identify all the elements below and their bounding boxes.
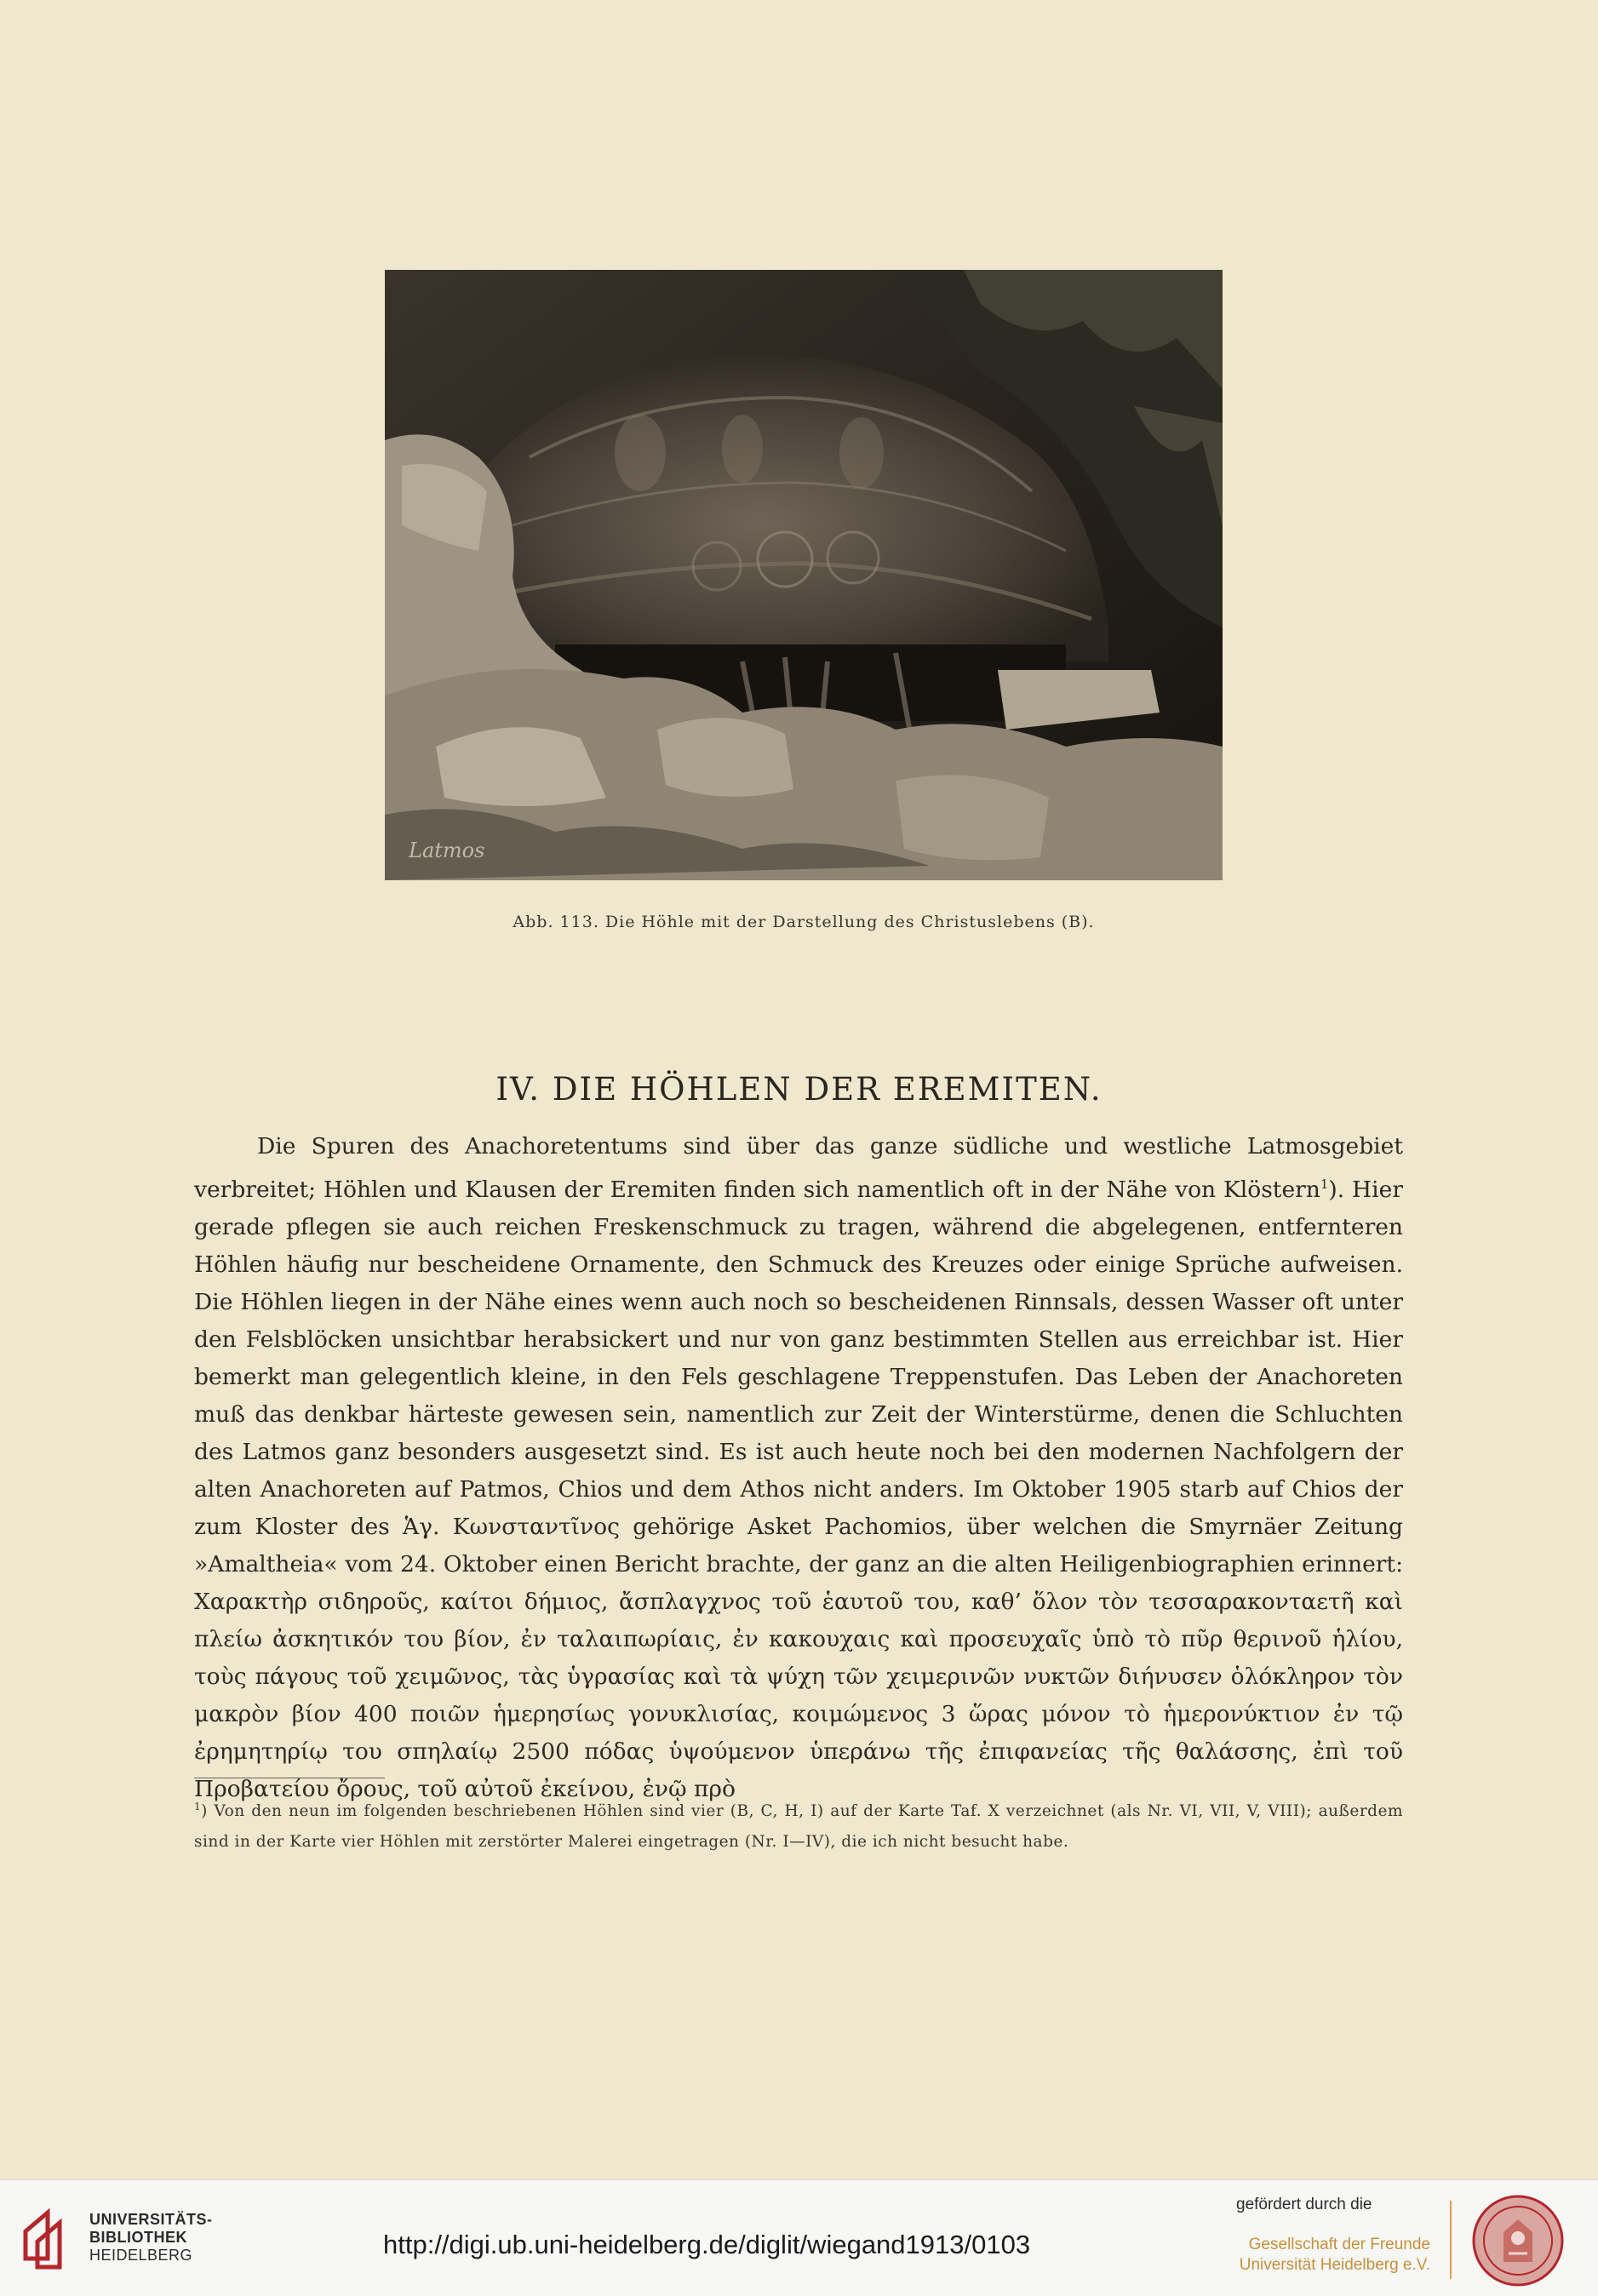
footnote-text: ) Von den neun im folgenden beschriebenen Höhlen sind vier (B, C, H, I) auf der Karte Taf. X verzeichnet (als Nr. VI, VII, V, VIII); außerdem sind in der Karte vier Höhlen mit zerstörter Malerei eingetragen (Nr. I—IV), die ich nicht besucht habe. bbox=[194, 1802, 1403, 1852]
body-text-after-note: ). Hier gerade pflegen sie auch reichen Freskenschmuck zu tragen, während die abgelegenen, entfernteren Höhlen häufig nur bescheidene Ornamente, den Schmuck des Kreuzes oder einige Sprüche aufweisen. Die Höhlen liegen in der Nähe eines wenn auch noch so bescheidenen Rinnsals, dessen Wasser oft unter den Felsblöcken unsichtbar herabsickert und nur von ganz bestimmten Stellen aus erreichbar ist. Hier bemerkt man gelegentlich kleine, in den Fels geschlagene Treppenstufen. Das Leben der Anachoreten muß das denkbar härteste gewesen sein, namentlich zur Zeit der Winterstürme, denen die Schluchten des Latmos ganz besonders ausgesetzt sind. Es ist auch heute noch bei den modernen Nachfolgern der alten Anachoreten auf Patmos, Chios und dem Athos nicht anders. Im Oktober 1905 starb auf Chios der zum Kloster des Ἁγ. Κωνσταντῖνος gehörige Asket Pachomios, über welchen die Smyrnäer Zeitung »Amaltheia« vom 24. Oktober einen Bericht brachte, der ganz an die alten Heiligenbiographien erinnert: Χαρακτὴρ σιδηροῦς, καίτοι δήμιος, ἄσπλαγχνος τοῦ ἑαυτοῦ του, καθ’ ὅλον τὸν τεσσαρακονταετῆ καὶ πλείω ἀσκητικόν του βίον, ἐν ταλαιπωρίαις, ἐν κακουχαις καὶ προσευχαῖς ὑπὸ τὸ πῦρ θερινοῦ ἡλίου, τοὺς πάγους τοῦ χειμῶνος, τὰς ὑγρασίας καὶ τὰ ψύχη τῶν χειμερινῶν νυκτῶν διήνυσεν ὁλόκληρον τὸν μακρὸν βίον 400 ποιῶν ἡμερησίως γονυκλισίας, κοιμώμενος 3 ὥρας μόνον τὸ ἡμερονύκτιον ἐν τῷ ἐρημητηρίῳ του σπηλαίῳ 2500 πόδας ὑψούμενον ὑπεράνω τῆς ἐπιφανείας τῆς θαλάσσης, ἐπὶ τοῦ Προβατείου ὄρους, τοῦ αὐτοῦ ἐκείνου, ἐνῷ πρὸ bbox=[194, 1176, 1403, 1802]
library-name-line-1: UNIVERSITÄTS- bbox=[89, 2211, 213, 2228]
cave-photograph-illustration bbox=[385, 270, 1223, 880]
library-logo-icon[interactable] bbox=[19, 2206, 83, 2270]
chapter-heading: IV. DIE HÖHLEN DER EREMITEN. bbox=[495, 1071, 1103, 1108]
body-paragraph bbox=[194, 1128, 1403, 1808]
digitization-footer bbox=[0, 2179, 1598, 2296]
permalink-url[interactable]: http://digi.ub.uni-heidelberg.de/diglit/wiegand1913/0103 bbox=[383, 2230, 1031, 2259]
funded-by-label: gefördert durch die bbox=[1236, 2196, 1372, 2213]
photo-inscription: Latmos bbox=[409, 839, 485, 862]
library-name[interactable] bbox=[89, 2211, 213, 2265]
footer-divider bbox=[1450, 2201, 1452, 2279]
university-seal-icon[interactable] bbox=[1471, 2194, 1565, 2287]
sponsor-name[interactable] bbox=[1234, 2235, 1430, 2276]
figure-caption: Abb. 113. Die Höhle mit der Darstellung des Christuslebens (B). bbox=[513, 913, 1095, 931]
library-name-line-2: BIBLIOTHEK bbox=[89, 2229, 187, 2246]
cave-photograph bbox=[385, 270, 1223, 880]
body-text-before-note: Die Spuren des Anachoretentums sind über das ganze südliche und westliche Latmosgebiet verbreitet; Höhlen und Klausen der Eremiten finden sich namentlich oft in der Nähe von Klöstern bbox=[194, 1133, 1403, 1203]
footnote-marker: 1 bbox=[194, 1801, 202, 1812]
library-name-line-3: HEIDELBERG bbox=[89, 2247, 193, 2264]
footnote-reference[interactable]: 1 bbox=[1320, 1177, 1329, 1192]
footnote bbox=[194, 1791, 1403, 1858]
sponsor-name-line-2: Universität Heidelberg e.V. bbox=[1239, 2256, 1430, 2274]
sponsor-name-line-1: Gesellschaft der Freunde bbox=[1248, 2236, 1430, 2253]
